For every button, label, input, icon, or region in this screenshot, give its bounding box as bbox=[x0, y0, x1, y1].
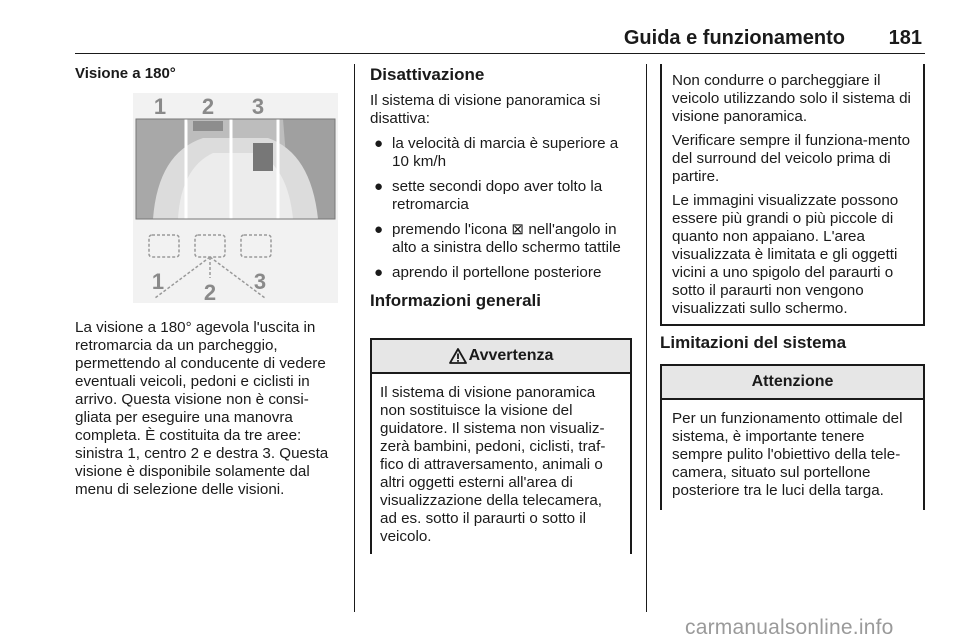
camera-180-view-figure bbox=[133, 93, 338, 303]
list-item: ● sette secondi dopo aver tolto la retromarcia bbox=[374, 178, 603, 213]
warning-continuation-box bbox=[660, 64, 925, 326]
heading-180-view: Visione a 180° bbox=[75, 65, 176, 82]
heading-system-limits: Limitazioni del sistema bbox=[660, 333, 847, 352]
deactivation-list bbox=[370, 135, 632, 282]
list-item: ● aprendo il portellone posteriore bbox=[374, 264, 602, 281]
continuation-paragraph-2: Verificare sempre il funziona-mento del surround del veicolo prima di partire. bbox=[672, 132, 911, 185]
figure-bottom-label-3: 3 bbox=[253, 269, 267, 294]
attention-box-header bbox=[660, 364, 925, 400]
warning-box-header bbox=[370, 338, 632, 374]
paragraph-180-view: La visione a 180° agevola l'uscita in retromarcia da un parcheggio, permettendo al conducente di vedere eventuali veicoli, pedoni e ciclisti in arrivo. Questa visione non è consi-gliata per eseguire una manovra completa. È costituita da tre aree: sinistra 1, centro 2 e destra 3. Questa visione è disponibile solamente dal menu di selezione delle visioni. bbox=[75, 319, 329, 498]
continuation-paragraph-1: Non condurre o parcheggiare il veicolo utilizzando solo il sistema di visione panoramica. bbox=[672, 72, 911, 125]
column-2 bbox=[370, 64, 632, 312]
figure-top-label-3: 3 bbox=[251, 94, 265, 119]
list-item: ● la velocità di marcia è superiore a 10 km/h bbox=[374, 135, 619, 170]
column-divider-2 bbox=[646, 64, 647, 612]
attention-box bbox=[660, 364, 925, 510]
warning-box-text: Il sistema di visione panoramica non sostituisce la visione del guidatore. Il sistema non visualiz-zerà bambini, pedoni, ciclisti, traf-fico di attraversamento, animali o altri oggetti esterni all'area di visualizzazione della telecamera, ad es. sotto il paraurti o sotto il veicolo. bbox=[380, 384, 606, 545]
header-rule bbox=[75, 53, 925, 54]
column-divider-1 bbox=[354, 64, 355, 612]
watermark: carmanualsonline.info bbox=[685, 616, 894, 639]
deactivation-intro: Il sistema di visione panoramica si disattiva: bbox=[370, 92, 601, 127]
page-number: 181 bbox=[888, 27, 922, 49]
figure-bottom-label-2: 2 bbox=[203, 280, 217, 303]
warning-box-title: Avvertenza bbox=[468, 347, 554, 364]
heading-deactivation: Disattivazione bbox=[370, 65, 485, 84]
list-item: ● premendo l'icona ⊠ nell'angolo in alto a sinistra dello schermo tattile bbox=[374, 221, 621, 256]
continuation-paragraph-3: Le immagini visualizzate possono essere più grandi o più piccole di quanto non appaiano. L'area visualizzata è limitata e gli oggetti vicini a uno spigolo del paraurti o sotto il paraurti non vengono visualizzati sullo schermo. bbox=[672, 192, 899, 317]
figure-top-label-1: 1 bbox=[153, 94, 167, 119]
attention-box-text: Per un funzionamento ottimale del sistema, è importante tenere sempre pulito l'obiettivo della tele-camera, situato sul portellone posteriore tra le luci della targa. bbox=[672, 410, 903, 499]
warning-triangle-icon bbox=[449, 348, 467, 364]
warning-box bbox=[370, 338, 632, 554]
heading-general-info: Informazioni generali bbox=[370, 291, 541, 310]
attention-box-title: Attenzione bbox=[751, 373, 834, 390]
figure-top-label-2: 2 bbox=[201, 94, 215, 119]
figure-bottom-label-1: 1 bbox=[151, 269, 165, 294]
running-header-title: Guida e funzionamento bbox=[623, 27, 845, 49]
column-1 bbox=[75, 64, 343, 84]
